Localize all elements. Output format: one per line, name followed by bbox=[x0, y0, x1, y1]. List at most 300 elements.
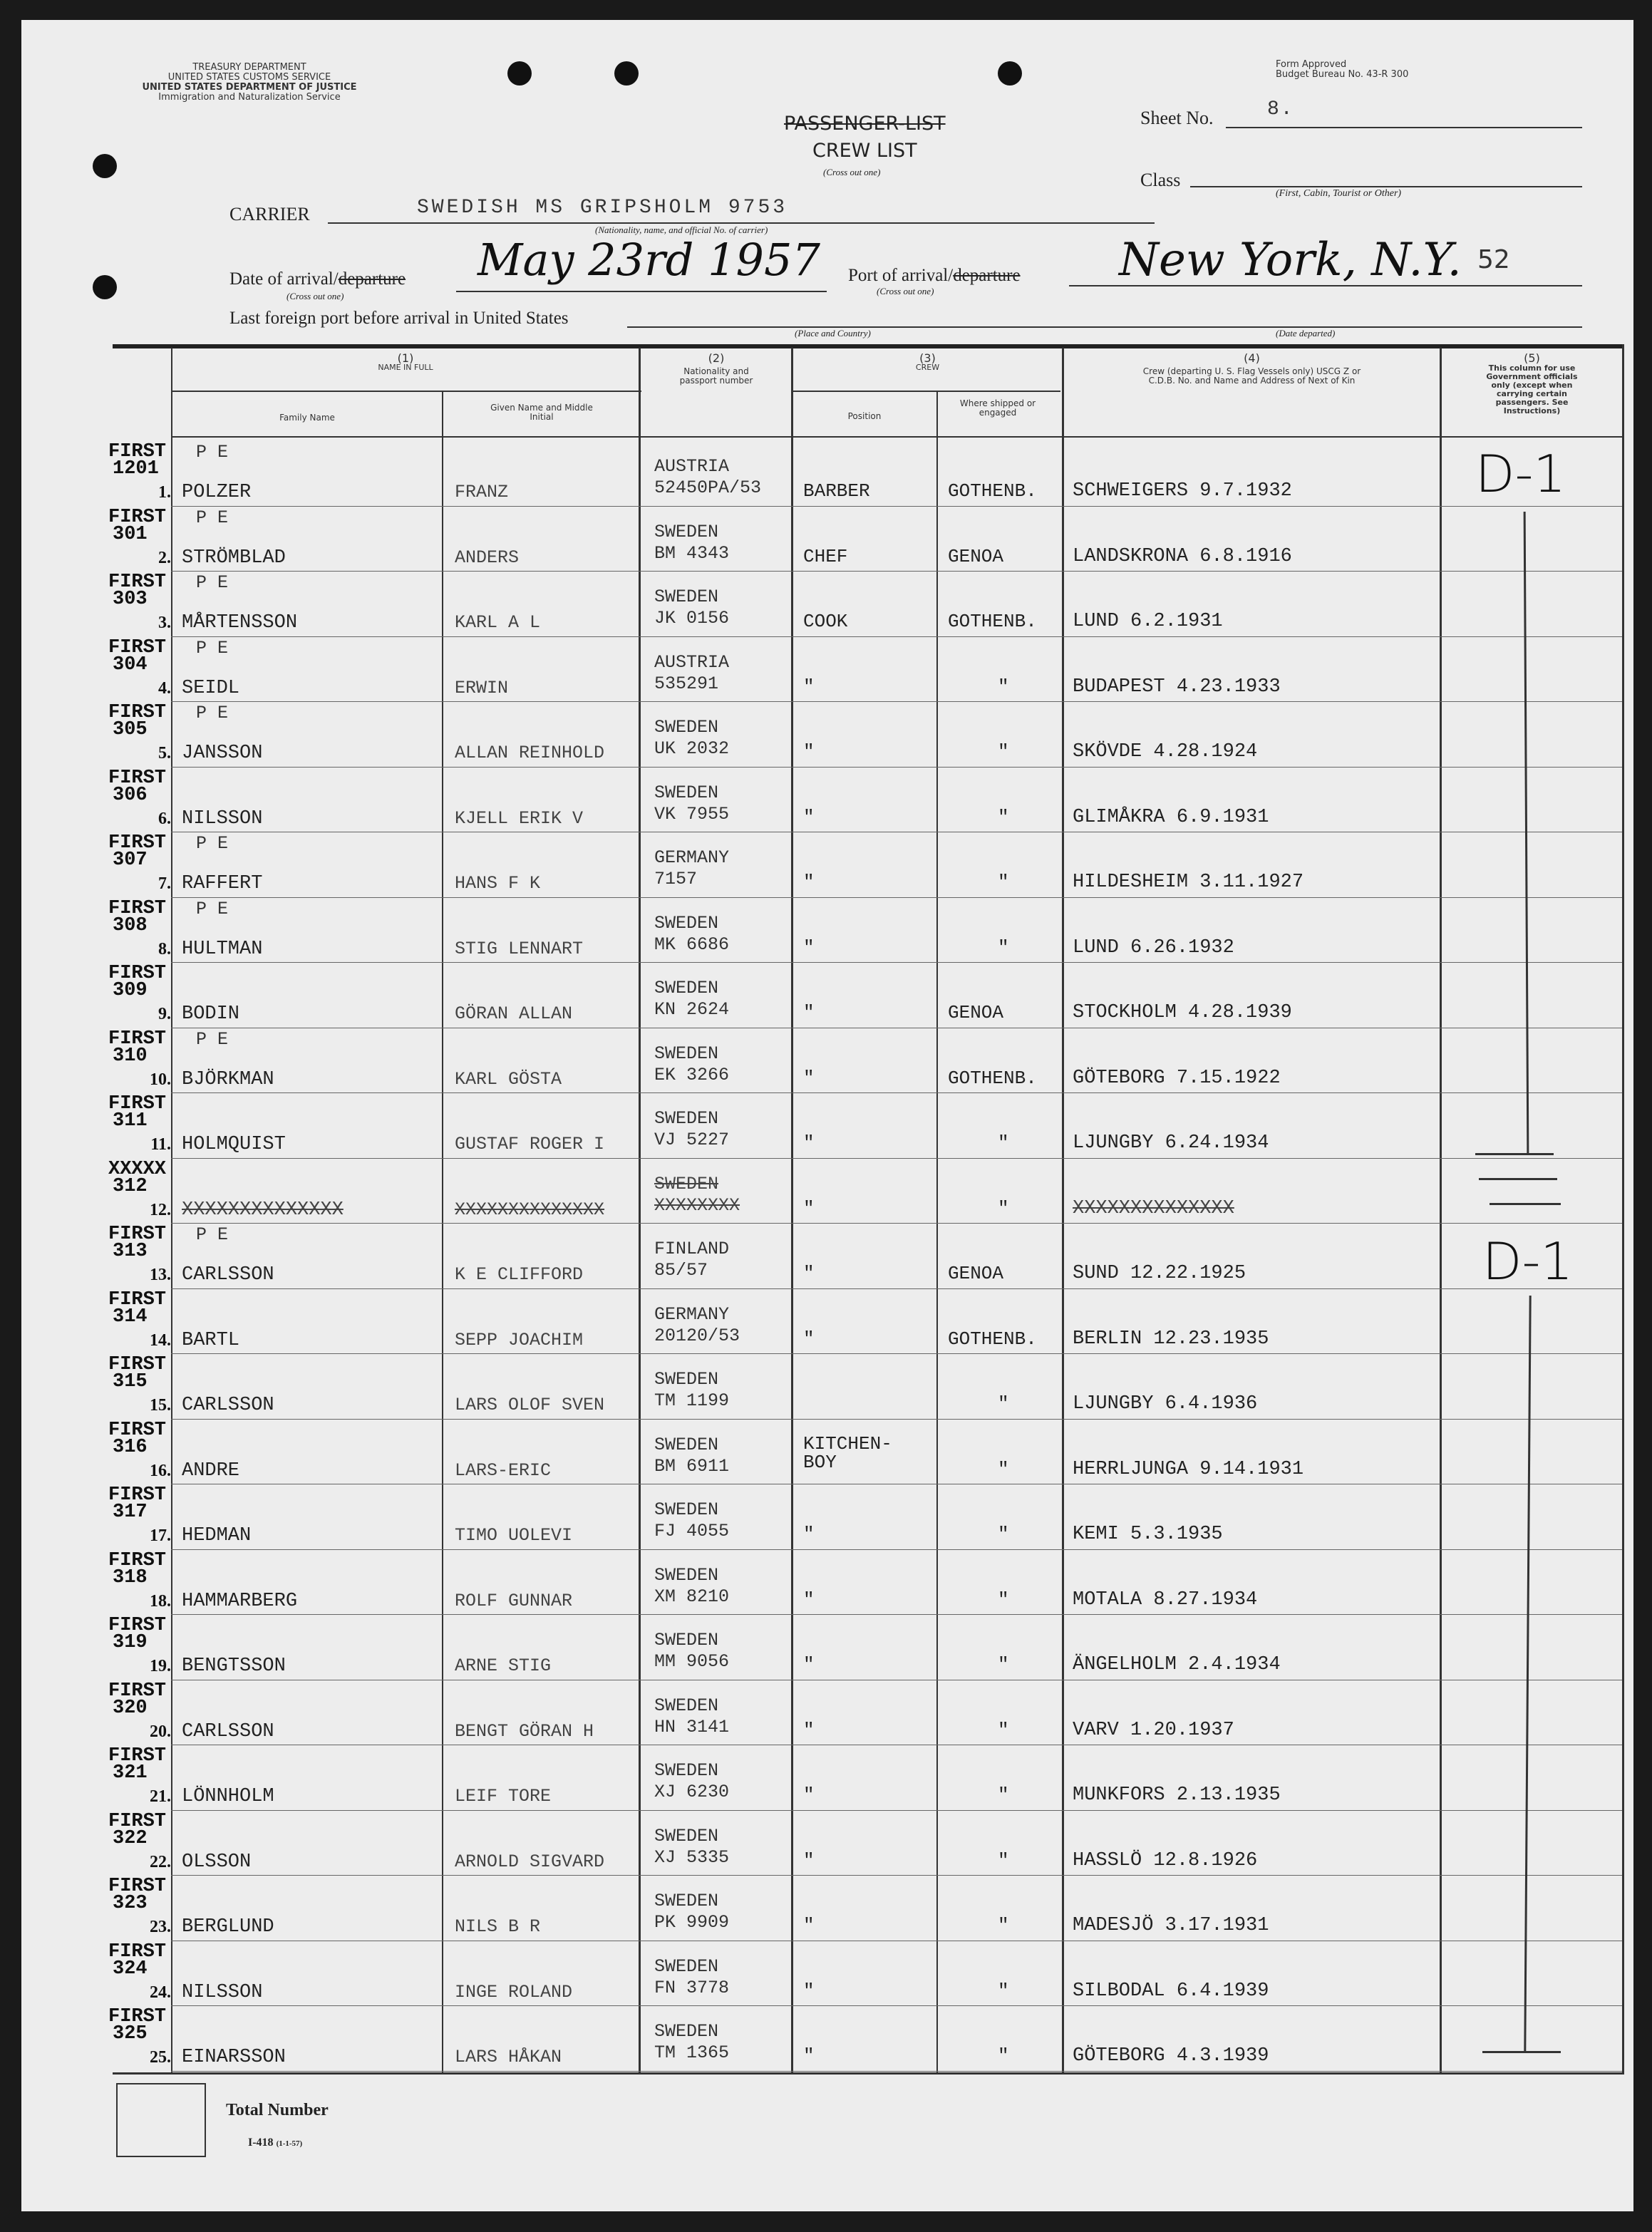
next-of-kin: GÖTEBORG 4.3.1939 bbox=[1073, 2045, 1269, 2067]
passport-number: HN 3141 bbox=[654, 1716, 730, 1737]
official-mark-bottom: D-1 bbox=[1482, 1231, 1574, 1291]
class-code: FIRST bbox=[108, 1484, 167, 1506]
class-code: FIRST bbox=[108, 1941, 167, 1963]
next-of-kin: KEMI 5.3.1935 bbox=[1073, 1524, 1223, 1545]
given-name: SEPP JOACHIM bbox=[455, 1329, 584, 1350]
punch-hole bbox=[507, 61, 532, 86]
col1-header bbox=[172, 353, 639, 372]
carrier-value: SWEDISH MS GRIPSHOLM 9753 bbox=[417, 197, 788, 219]
row-separator bbox=[171, 2071, 1622, 2072]
nationality: SWEDEN bbox=[654, 912, 719, 934]
row-separator bbox=[171, 701, 1622, 702]
where-shipped: " bbox=[998, 1915, 1009, 1936]
next-of-kin: BERLIN 12.23.1935 bbox=[1073, 1328, 1269, 1350]
class-code: XXXXX bbox=[108, 1158, 167, 1180]
passport-number: BM 4343 bbox=[654, 542, 730, 564]
given-name: K E CLIFFORD bbox=[455, 1264, 584, 1285]
row-separator bbox=[171, 571, 1622, 572]
family-name: HOLMQUIST bbox=[182, 1134, 286, 1155]
table-row bbox=[21, 442, 1652, 507]
passport-number: 52450PA/53 bbox=[654, 477, 762, 498]
row-separator bbox=[171, 1549, 1622, 1550]
passport-number: 20120/53 bbox=[654, 1325, 740, 1346]
position: " bbox=[803, 1588, 815, 1611]
passport-number: FJ 4055 bbox=[654, 1521, 730, 1541]
row-separator bbox=[171, 1353, 1622, 1354]
nationality: SWEDEN bbox=[654, 1173, 719, 1194]
class-number: 306 bbox=[113, 784, 148, 806]
nationality: FINLAND bbox=[654, 1239, 730, 1259]
next-of-kin: LUND 6.26.1932 bbox=[1073, 936, 1234, 959]
given-name: BENGT GÖRAN H bbox=[455, 1720, 594, 1742]
class-number: 316 bbox=[113, 1436, 148, 1458]
where-shipped-header: Where shipped or engaged bbox=[959, 398, 1036, 418]
position: " bbox=[803, 1784, 815, 1806]
subheader-rule-3 bbox=[791, 391, 1060, 392]
class-number: 312 bbox=[113, 1175, 148, 1197]
position: " bbox=[803, 1524, 815, 1545]
table-row bbox=[21, 1355, 1652, 1420]
table-row bbox=[21, 1094, 1652, 1159]
row-separator bbox=[171, 1223, 1622, 1224]
where-shipped: " bbox=[998, 1654, 1009, 1675]
class-code: FIRST bbox=[108, 1028, 167, 1050]
passport-number: PK 9909 bbox=[654, 1912, 730, 1933]
where-shipped: GOTHENB. bbox=[948, 480, 1037, 502]
row-separator bbox=[171, 1158, 1622, 1159]
given-name: ANDERS bbox=[455, 547, 520, 568]
table-row bbox=[21, 1616, 1652, 1681]
port-hint: (Cross out one) bbox=[877, 286, 934, 296]
passport-number: 535291 bbox=[654, 673, 719, 694]
list-type-struck: PASSENGER-LIST bbox=[784, 113, 946, 135]
crew-list-sheet bbox=[21, 20, 1633, 2211]
family-name: NILSSON bbox=[182, 807, 263, 830]
given-name: ARNOLD SIGVARD bbox=[455, 1851, 605, 1872]
where-shipped: " bbox=[998, 1719, 1009, 1741]
row-separator bbox=[171, 897, 1622, 898]
given-name: GÖRAN ALLAN bbox=[455, 1003, 573, 1024]
class-code: FIRST bbox=[108, 1745, 167, 1767]
given-name: KJELL ERIK V bbox=[455, 807, 584, 829]
class-number: 308 bbox=[113, 914, 148, 936]
where-shipped: " bbox=[998, 1588, 1009, 1611]
class-number: 320 bbox=[113, 1697, 148, 1719]
table-row bbox=[21, 833, 1652, 899]
given-name: LARS HÅKAN bbox=[455, 2047, 562, 2067]
budget-bureau-label: Budget Bureau No. 43-R 300 bbox=[1276, 69, 1409, 80]
table-row bbox=[21, 572, 1652, 638]
class-code: FIRST bbox=[108, 832, 167, 854]
passport-number: VK 7955 bbox=[654, 803, 730, 825]
table-row bbox=[21, 2007, 1652, 2072]
official-strike-mark bbox=[1490, 1203, 1561, 1205]
position: KITCHEN- bbox=[803, 1432, 892, 1455]
col4-number: (4) bbox=[1244, 351, 1260, 365]
date-departed-hint: (Date departed) bbox=[1276, 328, 1336, 339]
class-code: FIRST bbox=[108, 1615, 167, 1636]
passport-number: UK 2032 bbox=[654, 738, 730, 759]
row-number: 15. bbox=[150, 1396, 171, 1415]
class-code: FIRST bbox=[108, 441, 167, 463]
next-of-kin: SKÖVDE 4.28.1924 bbox=[1073, 741, 1258, 763]
where-shipped: " bbox=[998, 872, 1009, 893]
family-name: CARLSSON bbox=[182, 1720, 274, 1742]
class-code: FIRST bbox=[108, 636, 167, 658]
family-name: HEDMAN bbox=[182, 1525, 252, 1546]
date-hint: (Cross out one) bbox=[286, 291, 344, 301]
class-number: 321 bbox=[113, 1762, 148, 1784]
col2-header bbox=[641, 353, 791, 386]
passport-number: XJ 6230 bbox=[654, 1782, 730, 1802]
family-name: JANSSON bbox=[182, 743, 263, 764]
position: " bbox=[803, 1654, 815, 1675]
nationality: SWEDEN bbox=[654, 1369, 719, 1390]
table-row bbox=[21, 507, 1652, 573]
class-code: FIRST bbox=[108, 767, 167, 789]
class-label: Class bbox=[1140, 170, 1181, 190]
row-number: 11. bbox=[150, 1135, 171, 1154]
position-header: Position bbox=[847, 411, 882, 421]
where-shipped: " bbox=[998, 741, 1009, 763]
sheet-label: Sheet No. bbox=[1140, 108, 1214, 128]
nationality: SWEDEN bbox=[654, 1955, 719, 1977]
row-number: 3. bbox=[158, 614, 171, 632]
given-name: ALLAN REINHOLD bbox=[455, 743, 605, 763]
given-name: NILS B R bbox=[455, 1916, 541, 1937]
pe-mark: P E bbox=[196, 442, 229, 463]
nationality: SWEDEN bbox=[654, 1630, 719, 1650]
position: COOK bbox=[803, 611, 848, 632]
nationality: SWEDEN bbox=[654, 1695, 719, 1716]
date-label-struck: departure bbox=[338, 269, 406, 289]
next-of-kin: HASSLÖ 12.8.1926 bbox=[1073, 1849, 1258, 1871]
next-of-kin: BUDAPEST 4.23.1933 bbox=[1073, 676, 1281, 698]
pe-mark: P E bbox=[196, 703, 229, 723]
list-type: CREW LIST bbox=[812, 140, 917, 162]
form-number bbox=[248, 2137, 302, 2149]
class-line bbox=[1190, 186, 1582, 187]
next-of-kin: HILDESHEIM 3.11.1927 bbox=[1073, 872, 1304, 893]
next-of-kin: LUND 6.2.1931 bbox=[1073, 611, 1223, 632]
row-number: 18. bbox=[150, 1591, 171, 1611]
position: " bbox=[803, 806, 815, 828]
col1-title: NAME IN FULL bbox=[378, 363, 433, 372]
nationality: SWEDEN bbox=[654, 1760, 719, 1781]
col5-number: (5) bbox=[1524, 351, 1540, 365]
table-row bbox=[21, 768, 1652, 834]
class-code: FIRST bbox=[108, 897, 167, 919]
nationality: SWEDEN bbox=[654, 1825, 719, 1846]
class-number: 311 bbox=[113, 1110, 148, 1132]
agency-line: UNITED STATES CUSTOMS SERVICE bbox=[167, 72, 331, 83]
nationality: SWEDEN bbox=[654, 1891, 719, 1911]
nationality: SWEDEN bbox=[654, 1043, 719, 1064]
family-name: HULTMAN bbox=[182, 938, 263, 960]
punch-hole bbox=[998, 61, 1022, 86]
given-name: HANS F K bbox=[455, 873, 541, 894]
position: " bbox=[803, 1067, 815, 1089]
passport-number: XJ 5335 bbox=[654, 1846, 730, 1868]
where-shipped: GENOA bbox=[948, 545, 1004, 567]
table-row bbox=[21, 1812, 1652, 1877]
last-port-label: Last foreign port before arrival in United States bbox=[229, 309, 569, 328]
family-name-header: Family Name bbox=[279, 413, 335, 423]
passport-number: EK 3266 bbox=[654, 1064, 730, 1085]
where-shipped: GOTHENB. bbox=[948, 611, 1037, 632]
class-code: FIRST bbox=[108, 702, 167, 723]
class-number: 318 bbox=[113, 1566, 148, 1588]
row-number: 17. bbox=[150, 1526, 171, 1545]
header-bottom-rule bbox=[171, 436, 1622, 438]
agency-line: Immigration and Naturalization Service bbox=[158, 92, 341, 103]
total-number-label: Total Number bbox=[226, 2101, 329, 2119]
position: " bbox=[803, 1002, 815, 1023]
date-label bbox=[229, 269, 406, 289]
table-top-rule bbox=[113, 344, 1622, 348]
class-number: 319 bbox=[113, 1632, 148, 1653]
where-shipped: GOTHENB. bbox=[948, 1067, 1037, 1089]
form-no: I-418 bbox=[248, 2137, 274, 2149]
official-bracket-end bbox=[1475, 1153, 1554, 1155]
where-shipped: " bbox=[998, 1393, 1009, 1415]
class-number: 323 bbox=[113, 1893, 148, 1914]
given-name: ERWIN bbox=[455, 677, 509, 698]
table-row bbox=[21, 638, 1652, 703]
sheet-line bbox=[1226, 127, 1582, 128]
row-separator bbox=[171, 1614, 1622, 1615]
col2-number: (2) bbox=[708, 351, 725, 365]
carrier-hint: (Nationality, name, and official No. of carrier) bbox=[595, 224, 768, 235]
last-port-line bbox=[627, 326, 1582, 328]
family-name: NILSSON bbox=[182, 1981, 263, 2003]
punch-hole bbox=[93, 154, 117, 178]
port-label bbox=[848, 266, 1021, 286]
passport-number: KN 2624 bbox=[654, 999, 730, 1020]
position: " bbox=[803, 1263, 815, 1284]
arrival-date: May 23rd 1957 bbox=[477, 234, 820, 286]
col4-title: Crew (departing U. S. Flag Vessels only) USCG Z or C.D.B. No. and Name and Address of Next of Kin bbox=[1142, 366, 1361, 386]
col2-title: Nationality and passport number bbox=[679, 366, 753, 386]
nationality: SWEDEN bbox=[654, 1499, 719, 1520]
nationality: SWEDEN bbox=[654, 717, 719, 738]
pe-mark: P E bbox=[196, 1224, 229, 1245]
next-of-kin: MADESJÖ 3.17.1931 bbox=[1073, 1915, 1269, 1936]
col5-title: This column for use Government officials only (except when carrying certain passengers. See Instructions) bbox=[1486, 363, 1578, 415]
nationality: GERMANY bbox=[654, 847, 730, 868]
passport-number: XM 8210 bbox=[654, 1586, 730, 1607]
family-name: SEIDL bbox=[182, 677, 240, 699]
row-separator bbox=[171, 1419, 1622, 1420]
family-name: CARLSSON bbox=[182, 1264, 274, 1286]
class-number: 325 bbox=[113, 2023, 148, 2045]
given-name: LARS-ERIC bbox=[455, 1459, 552, 1481]
nationality: SWEDEN bbox=[654, 1564, 719, 1586]
nationality: SWEDEN bbox=[654, 587, 719, 607]
passport-number: TM 1365 bbox=[654, 2042, 730, 2063]
passport-number: TM 1199 bbox=[654, 1390, 730, 1411]
row-separator bbox=[171, 506, 1622, 507]
punch-hole bbox=[93, 275, 117, 299]
next-of-kin: HERRLJUNGA 9.14.1931 bbox=[1073, 1458, 1304, 1480]
passport-number: XXXXXXXX bbox=[654, 1194, 740, 1216]
family-name: CARLSSON bbox=[182, 1395, 274, 1416]
pe-mark: P E bbox=[196, 833, 229, 854]
cross-out-hint: (Cross out one) bbox=[823, 167, 881, 177]
where-shipped: GOTHENB. bbox=[948, 1328, 1037, 1350]
row-separator bbox=[171, 2005, 1622, 2006]
row-number: 12. bbox=[150, 1200, 171, 1219]
next-of-kin: ÄNGELHOLM 2.4.1934 bbox=[1073, 1654, 1281, 1675]
given-name: TIMO UOLEVI bbox=[455, 1525, 573, 1546]
pe-mark: P E bbox=[196, 898, 229, 919]
row-number: 21. bbox=[150, 1787, 171, 1806]
row-number: 22. bbox=[150, 1852, 171, 1871]
next-of-kin: LANDSKRONA 6.8.1916 bbox=[1073, 545, 1292, 567]
position: " bbox=[803, 1328, 815, 1350]
place-hint: (Place and Country) bbox=[795, 328, 871, 339]
row-number: 4. bbox=[158, 678, 171, 698]
position: " bbox=[803, 1719, 815, 1741]
row-separator bbox=[171, 1288, 1622, 1289]
class-code: FIRST bbox=[108, 1093, 167, 1115]
family-name: BARTL bbox=[182, 1329, 240, 1351]
table-row bbox=[21, 1290, 1652, 1355]
class-code: FIRST bbox=[108, 1354, 167, 1375]
next-of-kin: GÖTEBORG 7.15.1922 bbox=[1073, 1067, 1281, 1089]
family-name: BERGLUND bbox=[182, 1916, 274, 1938]
where-shipped: " bbox=[998, 1458, 1009, 1480]
family-name: BODIN bbox=[182, 1003, 240, 1025]
row-separator bbox=[171, 1092, 1622, 1093]
port-label-struck: departure bbox=[953, 266, 1021, 285]
nationality: AUSTRIA bbox=[654, 456, 730, 477]
position: " bbox=[803, 1980, 815, 2002]
official-bracket-end bbox=[1482, 2051, 1561, 2053]
class-number: 315 bbox=[113, 1371, 148, 1393]
class-number: 304 bbox=[113, 653, 148, 676]
class-number: 310 bbox=[113, 1045, 148, 1067]
class-number: 309 bbox=[113, 980, 148, 1001]
where-shipped: " bbox=[998, 1980, 1009, 2002]
position: " bbox=[803, 676, 815, 698]
pe-mark: P E bbox=[196, 1028, 229, 1050]
col3-number: (3) bbox=[919, 351, 936, 365]
class-number: 305 bbox=[113, 719, 148, 740]
where-shipped: GENOA bbox=[948, 1263, 1004, 1284]
passport-number: VJ 5227 bbox=[654, 1130, 730, 1150]
class-number: 314 bbox=[113, 1306, 148, 1328]
family-name: STRÖMBLAD bbox=[182, 547, 286, 569]
row-number: 2. bbox=[158, 548, 171, 567]
next-of-kin: MUNKFORS 2.13.1935 bbox=[1073, 1784, 1281, 1806]
family-name: MÅRTENSSON bbox=[182, 612, 298, 634]
next-of-kin: STOCKHOLM 4.28.1939 bbox=[1073, 1002, 1292, 1023]
next-of-kin: LJUNGBY 6.4.1936 bbox=[1073, 1393, 1258, 1415]
table-row bbox=[21, 703, 1652, 768]
family-name: LÖNNHOLM bbox=[182, 1786, 274, 1807]
row-number: 25. bbox=[150, 2048, 171, 2067]
table-row bbox=[21, 1551, 1652, 1616]
class-code: FIRST bbox=[108, 1288, 167, 1311]
row-separator bbox=[171, 636, 1622, 637]
row-number: 20. bbox=[150, 1722, 171, 1741]
next-of-kin: MOTALA 8.27.1934 bbox=[1073, 1588, 1258, 1611]
row-number: 19. bbox=[150, 1657, 171, 1675]
given-name: ROLF GUNNAR bbox=[455, 1590, 573, 1611]
next-of-kin: VARV 1.20.1937 bbox=[1073, 1719, 1234, 1741]
class-code: FIRST bbox=[108, 1680, 167, 1702]
given-name: ARNE STIG bbox=[455, 1655, 552, 1676]
table-row bbox=[21, 1159, 1652, 1225]
agency-line: UNITED STATES DEPARTMENT OF JUSTICE bbox=[142, 82, 357, 93]
position: " bbox=[803, 2045, 815, 2067]
total-number-box bbox=[116, 2083, 206, 2157]
class-number: 1201 bbox=[113, 458, 159, 480]
nationality: SWEDEN bbox=[654, 978, 719, 998]
nationality: SWEDEN bbox=[654, 1434, 719, 1455]
pe-mark: P E bbox=[196, 637, 229, 658]
row-separator bbox=[171, 767, 1622, 768]
row-separator bbox=[171, 962, 1622, 963]
given-name: KARL A L bbox=[455, 612, 541, 633]
family-name: ANDRE bbox=[182, 1459, 240, 1482]
col4-header bbox=[1064, 353, 1440, 386]
passport-number: JK 0156 bbox=[654, 608, 730, 629]
nationality: GERMANY bbox=[654, 1303, 730, 1325]
class-code: FIRST bbox=[108, 1810, 167, 1832]
class-code: FIRST bbox=[108, 1876, 167, 1897]
next-of-kin: GLIMÅKRA 6.9.1931 bbox=[1073, 806, 1269, 828]
row-number: 14. bbox=[150, 1331, 171, 1350]
class-number: 313 bbox=[113, 1241, 148, 1262]
agency-line: TREASURY DEPARTMENT bbox=[192, 62, 306, 73]
nationality: AUSTRIA bbox=[654, 651, 730, 673]
table-row bbox=[21, 1485, 1652, 1551]
position: " bbox=[803, 872, 815, 893]
family-name: EINARSSON bbox=[182, 2047, 286, 2068]
given-name: STIG LENNART bbox=[455, 938, 584, 959]
class-code: FIRST bbox=[108, 2006, 167, 2027]
where-shipped: " bbox=[998, 2045, 1009, 2067]
table-row bbox=[21, 1746, 1652, 1812]
arrival-port: New York, N.Y. bbox=[1119, 234, 1462, 286]
given-name: XXXXXXXXXXXXXX bbox=[455, 1199, 605, 1220]
nationality: SWEDEN bbox=[654, 1108, 719, 1129]
class-number: 301 bbox=[113, 523, 148, 545]
carrier-line bbox=[328, 222, 1155, 224]
position: " bbox=[803, 741, 815, 763]
subheader-rule-1 bbox=[171, 391, 641, 392]
class-code: FIRST bbox=[108, 1224, 167, 1245]
row-number: 9. bbox=[158, 1005, 171, 1023]
pe-mark: P E bbox=[196, 507, 229, 528]
class-number: 307 bbox=[113, 849, 148, 871]
given-name: FRANZ bbox=[455, 482, 509, 502]
where-shipped: " bbox=[998, 1524, 1009, 1545]
page-number: 52 bbox=[1477, 245, 1510, 274]
row-separator bbox=[171, 1810, 1622, 1811]
family-name: BJÖRKMAN bbox=[182, 1068, 274, 1090]
position: BARBER bbox=[803, 480, 870, 502]
table-row bbox=[21, 1876, 1652, 1942]
class-code: FIRST bbox=[108, 963, 167, 984]
row-number: 1. bbox=[158, 483, 171, 502]
agency-header bbox=[100, 63, 399, 103]
nationality: SWEDEN bbox=[654, 782, 719, 803]
col3-title: CREW bbox=[915, 363, 940, 372]
where-shipped: " bbox=[998, 1849, 1009, 1871]
